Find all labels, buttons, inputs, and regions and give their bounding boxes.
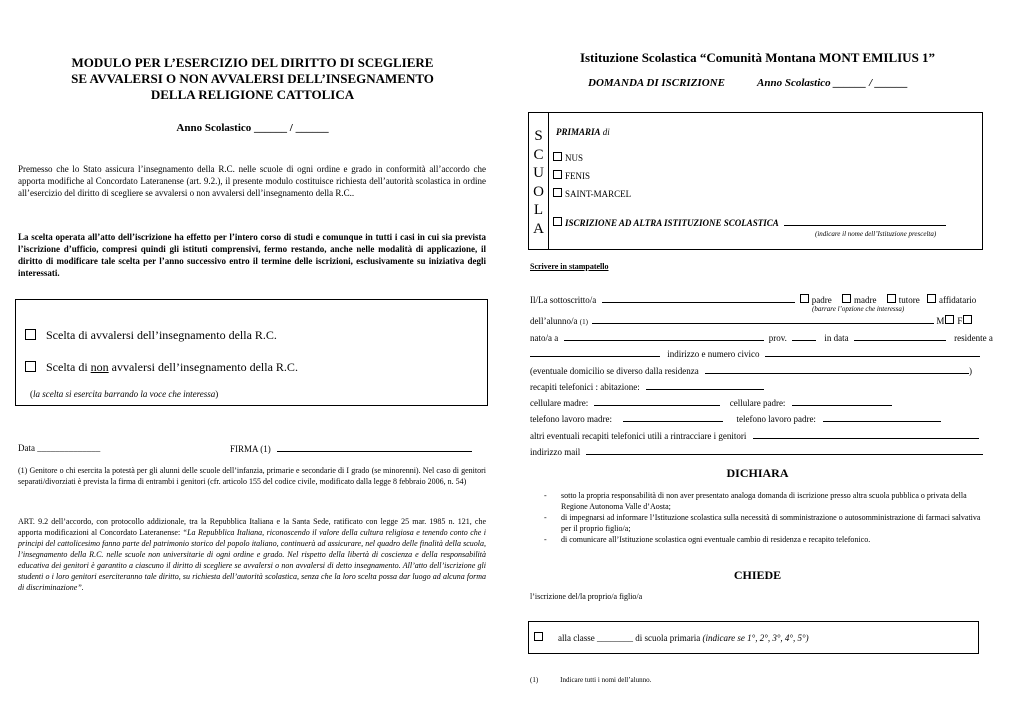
row-alunno[interactable]: dell’alunno/a (1) M F (530, 314, 975, 327)
choice-non-avvalersi[interactable] (25, 360, 298, 375)
choice-avvalersi-label: Scelta di avvalersi dell’insegnamento della R.C. (46, 328, 277, 342)
checkbox-icon[interactable] (553, 170, 562, 179)
row-cellulari[interactable]: cellulare madre: cellulare padre: (530, 396, 892, 408)
premessa-paragraph: Premesso che lo Stato assicura l’insegnamento della R.C. nelle scuole di ogni ordine e grado in conformità all’accordo che apporta modifiche al Concordato Lateranense (art. 9.2.), il presente modulo costituisce richiesta dell’autorità scolastica in ordine all’esercizio del diritto di scegliere se avvalersi o non avvalersi dell’insegnamento della R.C.. (18, 164, 486, 198)
dichiara-item: - di impegnarsi ad informare l’Istituzione scolastica sulla necessità di somministrazione o autosomministrazione di farmaci salvativa per il proprio figlio/a; (544, 513, 981, 533)
dichiara-item: - di comunicare all’Istituzione scolastica ogni eventuale cambio di residenza e recapito telefonico. (544, 535, 871, 544)
left-title (20, 55, 485, 103)
school-option-fenis[interactable]: FENIS (553, 170, 590, 182)
primaria-label: PRIMARIA di (556, 127, 610, 137)
checkbox-icon[interactable] (945, 315, 954, 324)
checkbox-icon[interactable] (553, 217, 562, 226)
school-option-nus[interactable]: NUS (553, 152, 583, 164)
footnote: (1) Indicare tutti i nomi dell’alunno. (530, 676, 652, 684)
choice-non-label-a: Scelta di (46, 360, 91, 374)
row-altri-recapiti[interactable]: altri eventuali recapiti telefonici utili a rintracciare i genitori (530, 429, 979, 441)
row-telefoni-lavoro[interactable]: telefono lavoro madre: telefono lavoro padre: (530, 412, 941, 424)
art-italic: “La Repubblica Italiana, riconoscendo il valore della cultura religiosa e tenendo conto che i principi del cattolicesimo fanno parte del patrimonio storico del popolo italiano, continuerà ad assicurare, nel quadro delle finalità della scuola, l’insegnamento della R.C. nelle scuole non universitarie di ogni ordine e grado. Nel rispetto della libertà di coscienza e della responsabilità educativa dei genitori è garantito a ciascuno il diritto di scegliere se avvalersi o non avvalersi di detto insegnamento. All’atto dell’iscrizione gli studenti o i loro genitori eserciteranno tale diritto, su richiesta dell’autorità scolastica, senza che la loro scelta possa dar luogo ad alcuna forma di discriminazione”. (18, 528, 487, 592)
right-anno-scolastico: Anno Scolastico ______ / ______ (757, 77, 908, 89)
checkbox-icon[interactable] (963, 315, 972, 324)
stampatello-label: Scrivere in stampatello (530, 262, 609, 271)
altra-istituzione-hint: (indicare il nome dell’Istituzione prescelta) (815, 230, 937, 238)
checkbox-icon[interactable] (25, 361, 36, 372)
left-title-line-1: MODULO PER L’ESERCIZIO DEL DIRITTO DI SCEGLIERE (71, 55, 434, 70)
scuola-vertical-label: S C U O L A (533, 128, 544, 237)
choice-non-label-c: avvalersi dell’insegnamento della R.C. (108, 360, 298, 374)
left-title-line-3: DELLA RELIGIONE CATTOLICA (150, 87, 355, 102)
istituzione-title: Istituzione Scolastica “Comunità Montana MONT EMILIUS 1” (579, 50, 936, 65)
classe-box (528, 621, 979, 654)
checkbox-icon[interactable] (553, 188, 562, 197)
choice-avvalersi[interactable] (25, 328, 277, 343)
left-anno-scolastico: Anno Scolastico ______ / ______ (176, 122, 329, 134)
iscrizione-text: l’iscrizione del/la proprio/a figlio/a (530, 592, 643, 601)
row-mail[interactable]: indirizzo mail (530, 445, 983, 457)
altra-istituzione-option[interactable]: ISCRIZIONE AD ALTRA ISTITUZIONE SCOLASTICA (553, 216, 946, 229)
domanda-title: DOMANDA DI ISCRIZIONE (588, 77, 725, 89)
checkbox-icon[interactable] (842, 294, 851, 303)
dichiara-item: - sotto la propria responsabilità di non aver presentato analoga domanda di iscrizione presso altra scuola pubblica o privata della Regione Autonoma Valle d’Aosta; (544, 491, 967, 511)
checkbox-icon[interactable] (534, 632, 543, 641)
checkbox-icon[interactable] (800, 294, 809, 303)
checkbox-icon[interactable] (553, 152, 562, 161)
choice-box (15, 299, 488, 406)
checkbox-icon[interactable] (927, 294, 936, 303)
note-genitore: (1) Genitore o chi esercita la potestà per gli alunni delle scuole dell’infanzia, primarie e secondarie di I grado (se minorenni). Nel caso di genitori separati/divorziati è prevista la firma di entrambi i genitori (cfr. articolo 155 del codice civile, modificato dalla legge 8 febbraio 2006, n. 54) (18, 466, 486, 486)
dichiara-heading: DICHIARA (726, 466, 789, 480)
row-nato[interactable]: nato/a a prov. in data residente a (530, 333, 993, 343)
row-recapiti-abitazione[interactable]: recapiti telefonici : abitazione: (530, 380, 764, 392)
chiede-heading: CHIEDE (733, 568, 782, 582)
row-sottoscritto[interactable]: Il/La sottoscritto/a padre madre tutore affidatario (530, 295, 977, 305)
scuola-divider (548, 112, 549, 249)
choice-non-label-b: non (90, 360, 109, 374)
school-option-saint-marcel[interactable]: SAINT-MARCEL (553, 188, 631, 200)
scelta-paragraph: La scelta operata all’atto dell’iscrizione ha effetto per l’intero corso di studi e comunque in tutti i casi in cui sia prevista l’iscrizione d’ufficio, compresi quindi gli istituti comprensivi, fermo restando, anche nelle modalità di applicazione, il diritto di modificare tale scelta per l’anno successivo entro il termine delle iscrizioni, esclusivamente su iniziativa degli interessati. (18, 232, 486, 278)
checkbox-icon[interactable] (25, 329, 36, 340)
barrare-hint: (barrare l’opzione che interessa) (812, 305, 905, 313)
dichiara-list (544, 490, 984, 545)
data-field[interactable]: Data ______________ (18, 443, 101, 453)
art-plain: ART. 9.2 dell’accordo, con protocollo addizionale, tra la Repubblica Italiana e la Santa Sede, ratificato con legge 25 mar. 1985 n. 121, che apporta modificazioni al Concordato Lateranense: (18, 517, 486, 537)
art-9-2-text (18, 516, 486, 593)
row-indirizzo[interactable]: indirizzo e numero civico (530, 347, 980, 359)
row-domicilio[interactable]: (eventuale domicilio se diverso dalla residenza ) (530, 366, 972, 376)
choice-note: (la scelta si esercita barrando la voce che interessa) (30, 389, 219, 399)
left-title-line-2: SE AVVALERSI O NON AVVALERSI DELL’INSEGNAMENTO (71, 71, 434, 86)
firma-field[interactable]: FIRMA (1) (230, 442, 472, 455)
checkbox-icon[interactable] (887, 294, 896, 303)
classe-option[interactable]: alla classe ________ di scuola primaria (indicare se 1°, 2°, 3°, 4°, 5°) (534, 632, 809, 644)
